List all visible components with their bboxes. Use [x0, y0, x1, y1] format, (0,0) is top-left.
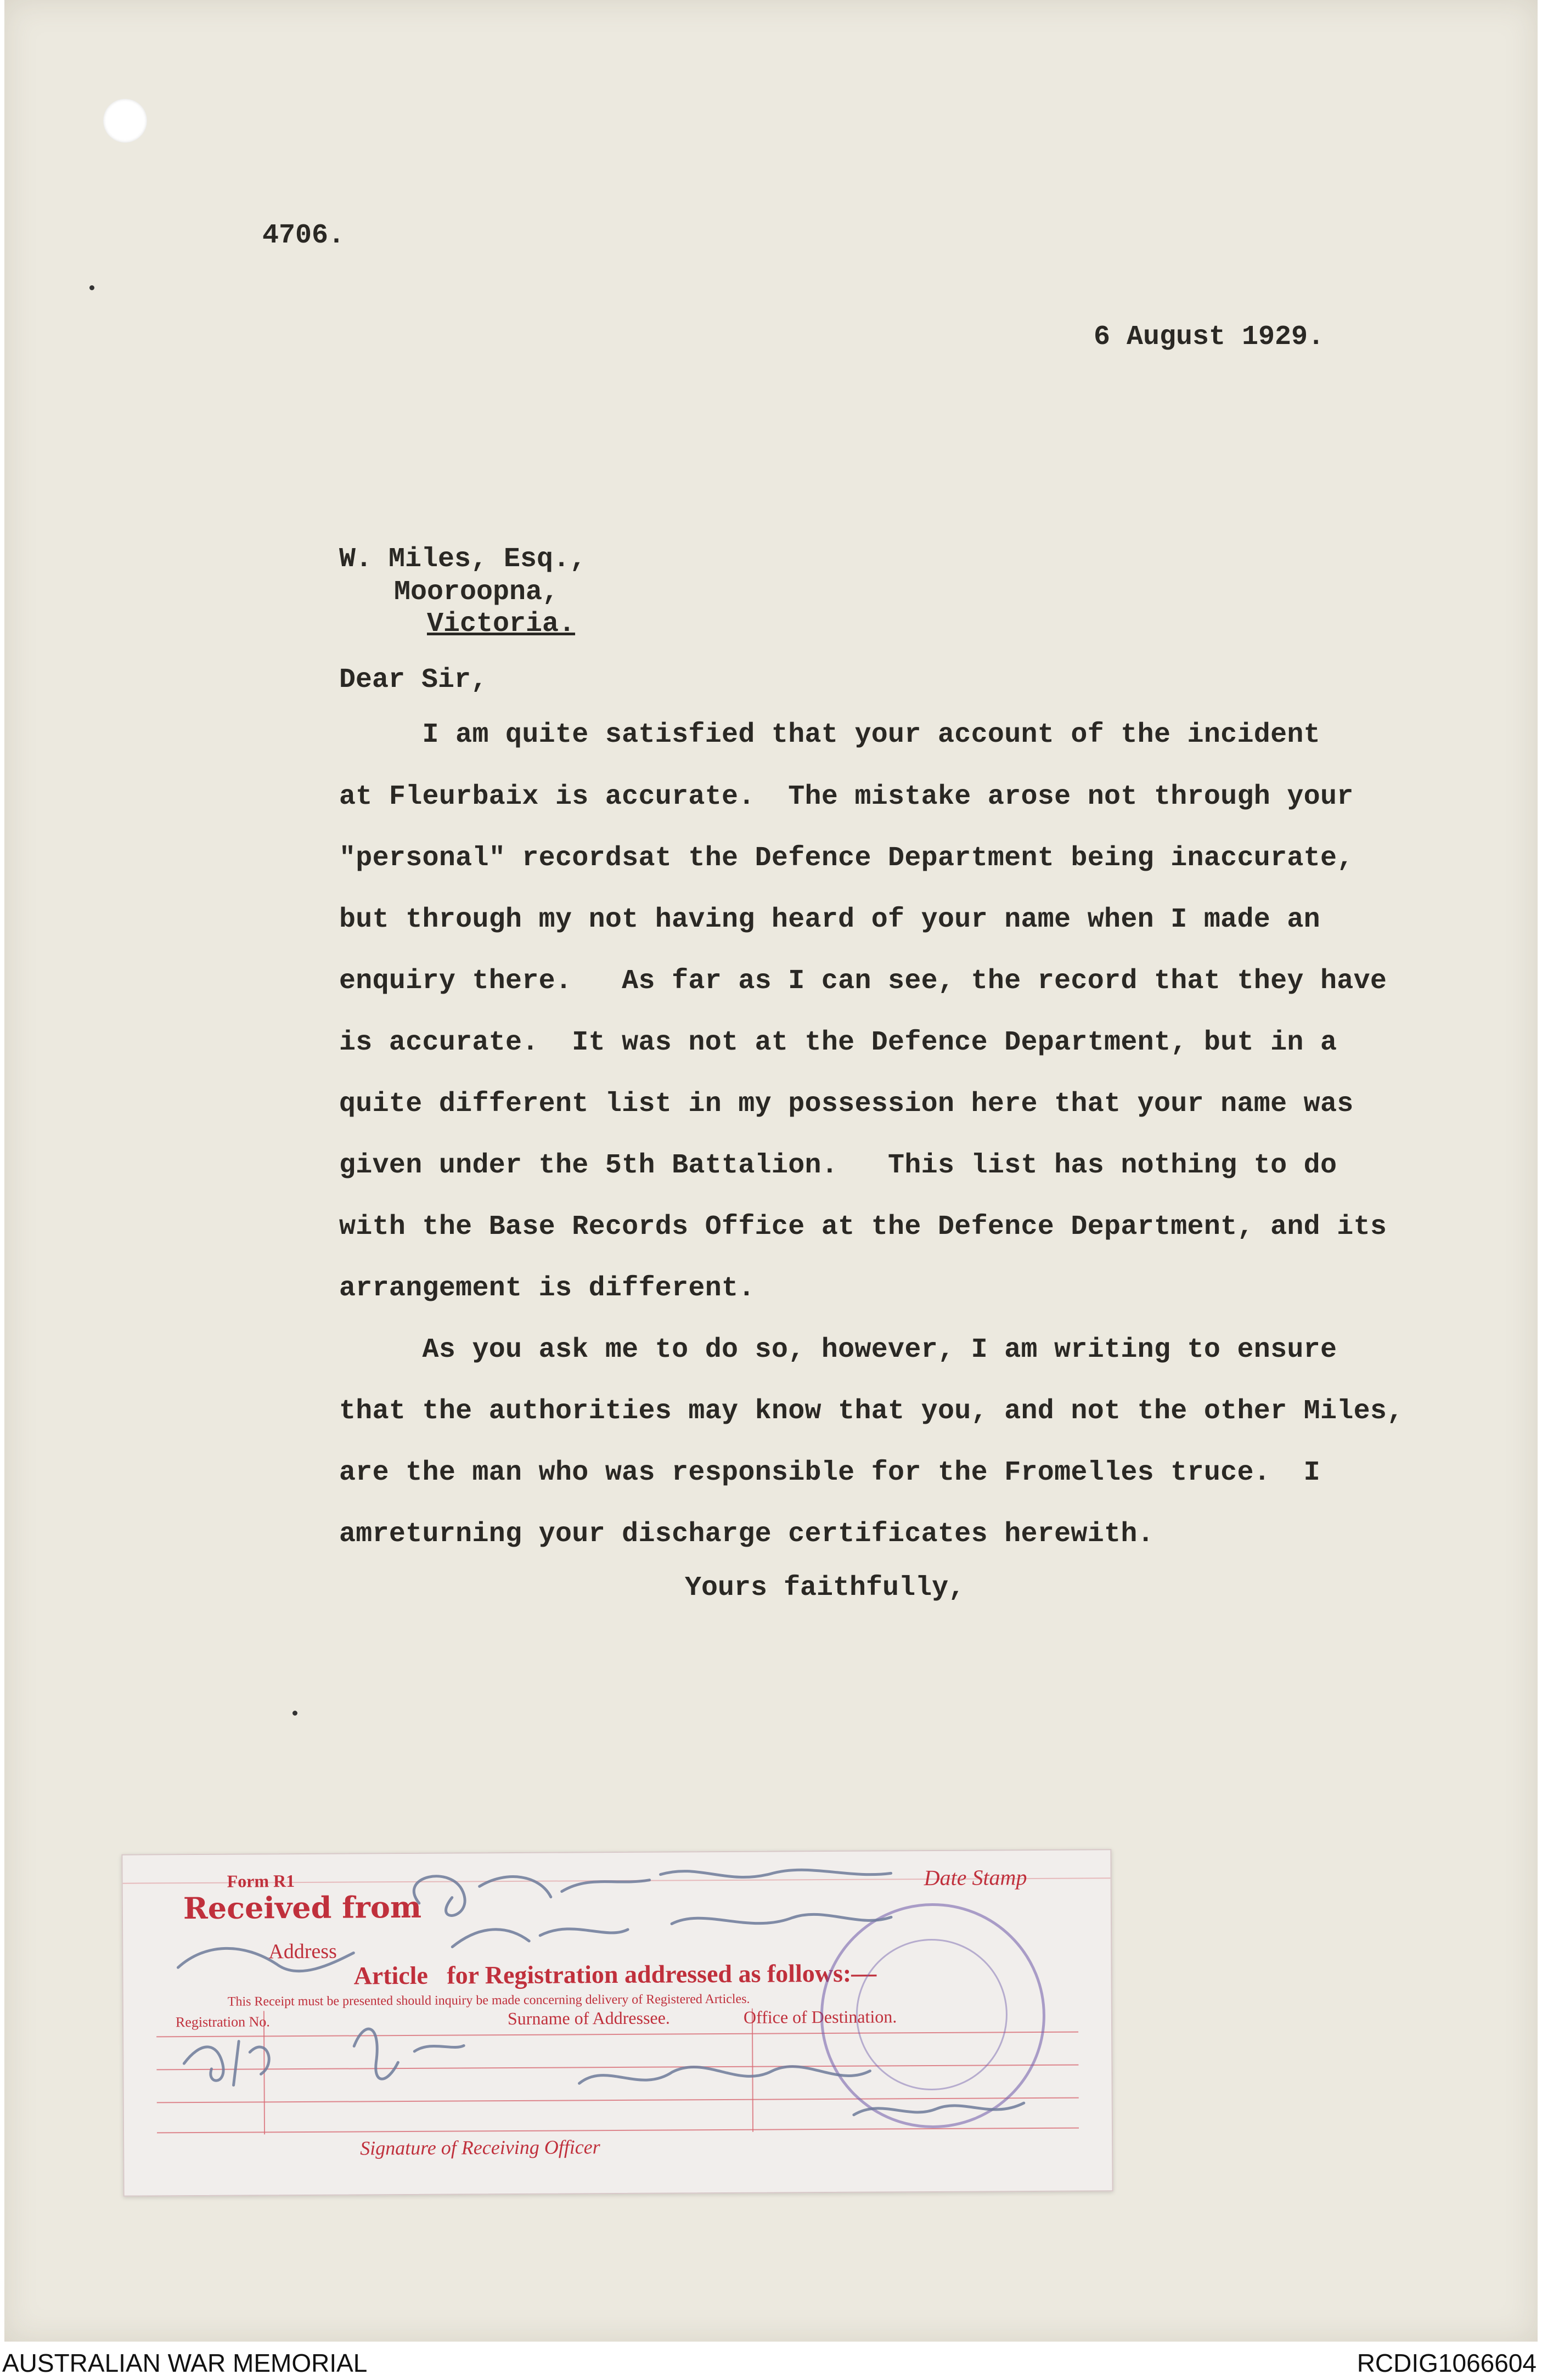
body-line: I am quite satisfied that your account of the incident	[339, 719, 1320, 751]
receipt-form-label: Form R1	[227, 1871, 295, 1891]
receipt-surname-label: Surname of Addressee.	[507, 2007, 670, 2029]
letter-sheet	[4, 0, 1538, 2342]
body-line: but through my not having heard of your name when I made an	[339, 904, 1320, 935]
address-line-state: Victoria.	[427, 608, 576, 640]
body-line: "personal" recordsat the Defence Department being inaccurate,	[339, 843, 1354, 874]
footer-identifier: RCDIG1066604	[1357, 2349, 1537, 2377]
body-line: at Fleurbaix is accurate. The mistake arose not through your	[339, 781, 1354, 813]
body-line: amreturning your discharge certificates herewith.	[339, 1519, 1154, 1550]
punch-hole	[103, 99, 147, 143]
body-line: As you ask me to do so, however, I am writing to ensure	[339, 1334, 1337, 1366]
receipt-address-label: Address	[268, 1939, 337, 1964]
receipt-signature-label: Signature of Receiving Officer	[360, 2136, 600, 2159]
body-line: are the man who was responsible for the Fromelles truce. I	[339, 1457, 1320, 1488]
receipt-date-stamp-label: Date Stamp	[924, 1865, 1027, 1891]
closing: Yours faithfully,	[685, 1572, 965, 1604]
letter-date: 6 August 1929.	[1094, 322, 1325, 353]
receipt-article-heading: Article for Registration addressed as follows:—	[353, 1959, 877, 1990]
paper-speck	[292, 1711, 297, 1716]
reference-number: 4706.	[262, 220, 345, 251]
address-line-name: W. Miles, Esq.,	[339, 544, 587, 575]
address-line-town: Mooroopna,	[394, 577, 559, 608]
receipt-office-label: Office of Destination.	[743, 2006, 897, 2027]
handwriting-ink	[122, 1850, 1112, 2195]
registration-receipt	[121, 1849, 1113, 2196]
footer-credit: AUSTRALIAN WAR MEMORIAL	[2, 2349, 368, 2377]
body-line: is accurate. It was not at the Defence Department, but in a	[339, 1027, 1337, 1058]
paper-speck	[89, 285, 94, 290]
body-line: quite different list in my possession here that your name was	[339, 1089, 1354, 1120]
receipt-notice: This Receipt must be presented should inquiry be made concerning delivery of Registered Articles.	[227, 1992, 750, 2009]
receipt-received-from: Received from	[183, 1889, 422, 1926]
body-line: that the authorities may know that you, and not the other Miles,	[339, 1396, 1404, 1427]
body-line: enquiry there. As far as I can see, the record that they have	[339, 966, 1387, 997]
receipt-registration-label: Registration No.	[175, 2014, 270, 2031]
body-line: arrangement is different.	[339, 1273, 755, 1304]
body-line: with the Base Records Office at the Defence Department, and its	[339, 1211, 1387, 1243]
body-line: given under the 5th Battalion. This list has nothing to do	[339, 1150, 1337, 1181]
salutation: Dear Sir,	[339, 664, 488, 696]
